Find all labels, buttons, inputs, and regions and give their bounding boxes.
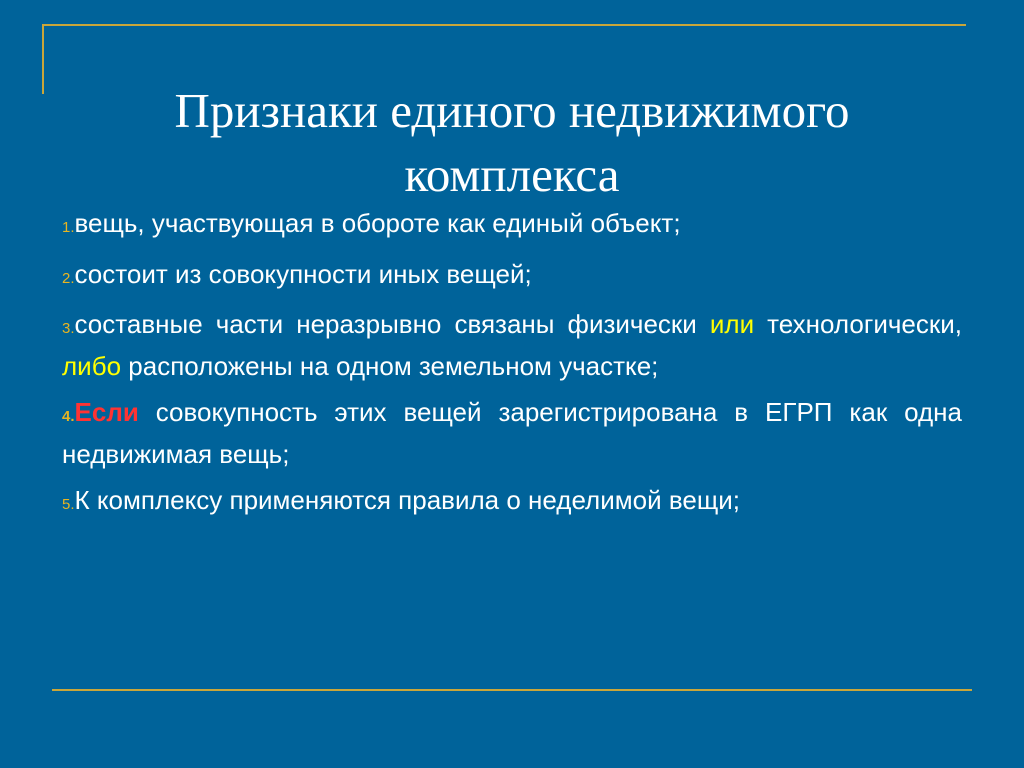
slide-title bbox=[60, 79, 964, 207]
item-text-1: вещь, участвующая в обороте как единый объект; bbox=[74, 208, 681, 238]
item-number-5: 5. bbox=[62, 496, 75, 513]
bottom-divider bbox=[52, 689, 972, 691]
item-text-3b: технологически, bbox=[754, 309, 962, 339]
item-text-2: состоит из совокупности иных вещей; bbox=[74, 258, 532, 289]
list-item-1 bbox=[62, 205, 962, 247]
top-divider bbox=[42, 24, 966, 26]
criteria-list bbox=[62, 205, 962, 533]
item-number-1: 1. bbox=[62, 219, 75, 236]
item-number-3: 3. bbox=[62, 320, 75, 337]
list-item-4 bbox=[62, 394, 962, 473]
item-text-5: К комплексу применяются правила о неделимой вещи; bbox=[74, 485, 740, 515]
slide-title-line-1: Признаки единого недвижимого bbox=[174, 82, 850, 138]
item-text-3c: расположены на одном земельном участке; bbox=[121, 350, 659, 381]
item-number-4: 4. bbox=[62, 408, 75, 425]
item-text-4: совокупность этих вещей зарегистрирована в ЕГРП как одна недвижимая вещь; bbox=[62, 397, 962, 469]
list-item-2 bbox=[62, 256, 962, 298]
left-divider bbox=[42, 24, 44, 94]
list-item-3 bbox=[62, 306, 962, 385]
item-text-3a: составные части неразрывно связаны физически bbox=[74, 309, 710, 339]
highlight-esli: Если bbox=[74, 397, 139, 427]
highlight-ili: или bbox=[709, 309, 755, 339]
slide-title-line-2: комплекса bbox=[404, 146, 620, 202]
item-number-2: 2. bbox=[62, 269, 75, 287]
list-item-5 bbox=[62, 482, 962, 524]
highlight-libo: либо bbox=[62, 350, 122, 381]
